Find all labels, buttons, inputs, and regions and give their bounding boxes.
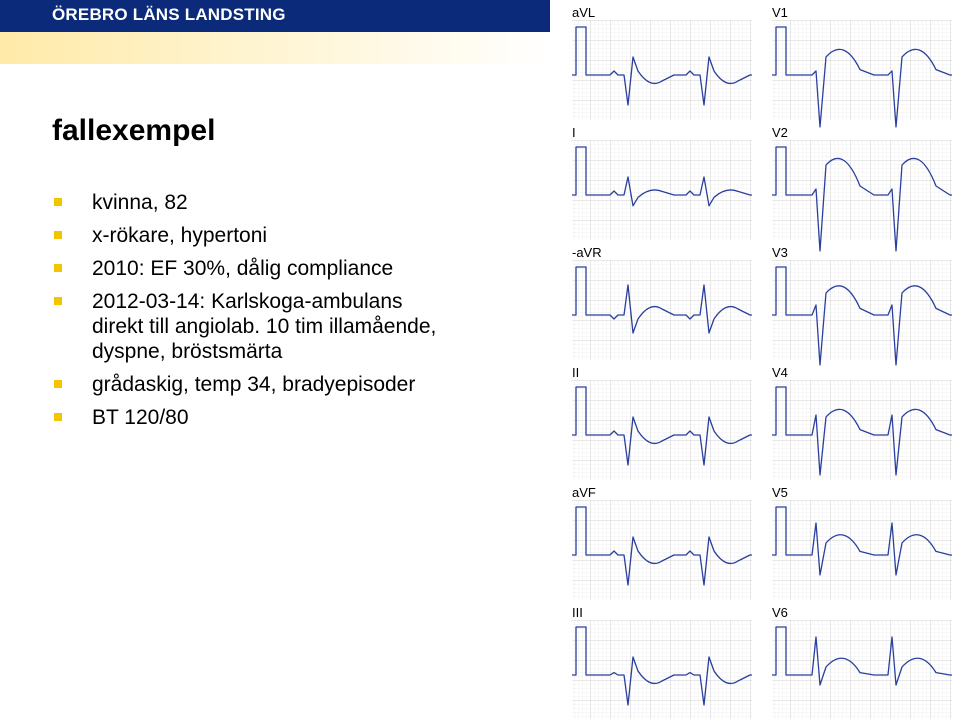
bullet-item (52, 223, 542, 248)
bullet-item (52, 289, 542, 364)
ecg-lead-label: V4 (772, 365, 788, 380)
ecg-lead-label: III (572, 605, 583, 620)
bullet-text: kvinna, 82 (92, 191, 188, 214)
ecg-grid (572, 140, 752, 240)
ecg-grid (572, 380, 752, 480)
ecg-lead-label: V2 (772, 125, 788, 140)
ecg-lead-label: I (572, 125, 576, 140)
bullet-list (52, 190, 542, 438)
bullet-square-icon (54, 231, 62, 239)
bullet-text: BT 120/80 (92, 406, 189, 429)
ecg-grid (772, 500, 952, 600)
bullet-text: grådaskig, temp 34, bradyepisoder (92, 373, 416, 396)
bullet-text: 2010: EF 30%, dålig compliance (92, 257, 394, 280)
ecg-lead-label: V3 (772, 245, 788, 260)
slide-title: fallexempel (52, 114, 216, 147)
ecg-image (550, 0, 960, 719)
bullet-item (52, 256, 542, 281)
bullet-square-icon (54, 198, 62, 206)
ecg-grid (772, 620, 952, 719)
bullet-text: dyspne, bröstsmärta (92, 340, 283, 363)
ecg-lead-label: II (572, 365, 580, 380)
ecg-grid (572, 20, 752, 120)
ecg-lead-label: -aVR (572, 245, 602, 260)
ecg-grid (572, 500, 752, 600)
bullet-square-icon (54, 264, 62, 272)
header-bar (0, 0, 552, 32)
bullet-text: x-rökare, hypertoni (92, 224, 268, 247)
organization-name: ÖREBRO LÄNS LANDSTING (52, 5, 286, 24)
bullet-square-icon (54, 413, 62, 421)
ecg-grid (572, 260, 752, 360)
ecg-lead-label: V6 (772, 605, 788, 620)
bullet-item (52, 372, 542, 397)
bullet-text: 2012-03-14: Karlskoga-ambulans (92, 290, 403, 313)
header-gradient (0, 32, 552, 64)
ecg-lead-label: aVL (572, 5, 596, 20)
ecg-lead-label: V1 (772, 5, 788, 20)
ecg-grid (572, 620, 752, 719)
ecg-grid (772, 140, 952, 240)
ecg-lead-label: V5 (772, 485, 788, 500)
bullet-item (52, 190, 542, 215)
bullet-item (52, 405, 542, 430)
bullet-square-icon (54, 380, 62, 388)
bullet-text: direkt till angiolab. 10 tim illamående, (92, 315, 437, 338)
ecg-lead-label: aVF (572, 485, 596, 500)
bullet-square-icon (54, 297, 62, 305)
